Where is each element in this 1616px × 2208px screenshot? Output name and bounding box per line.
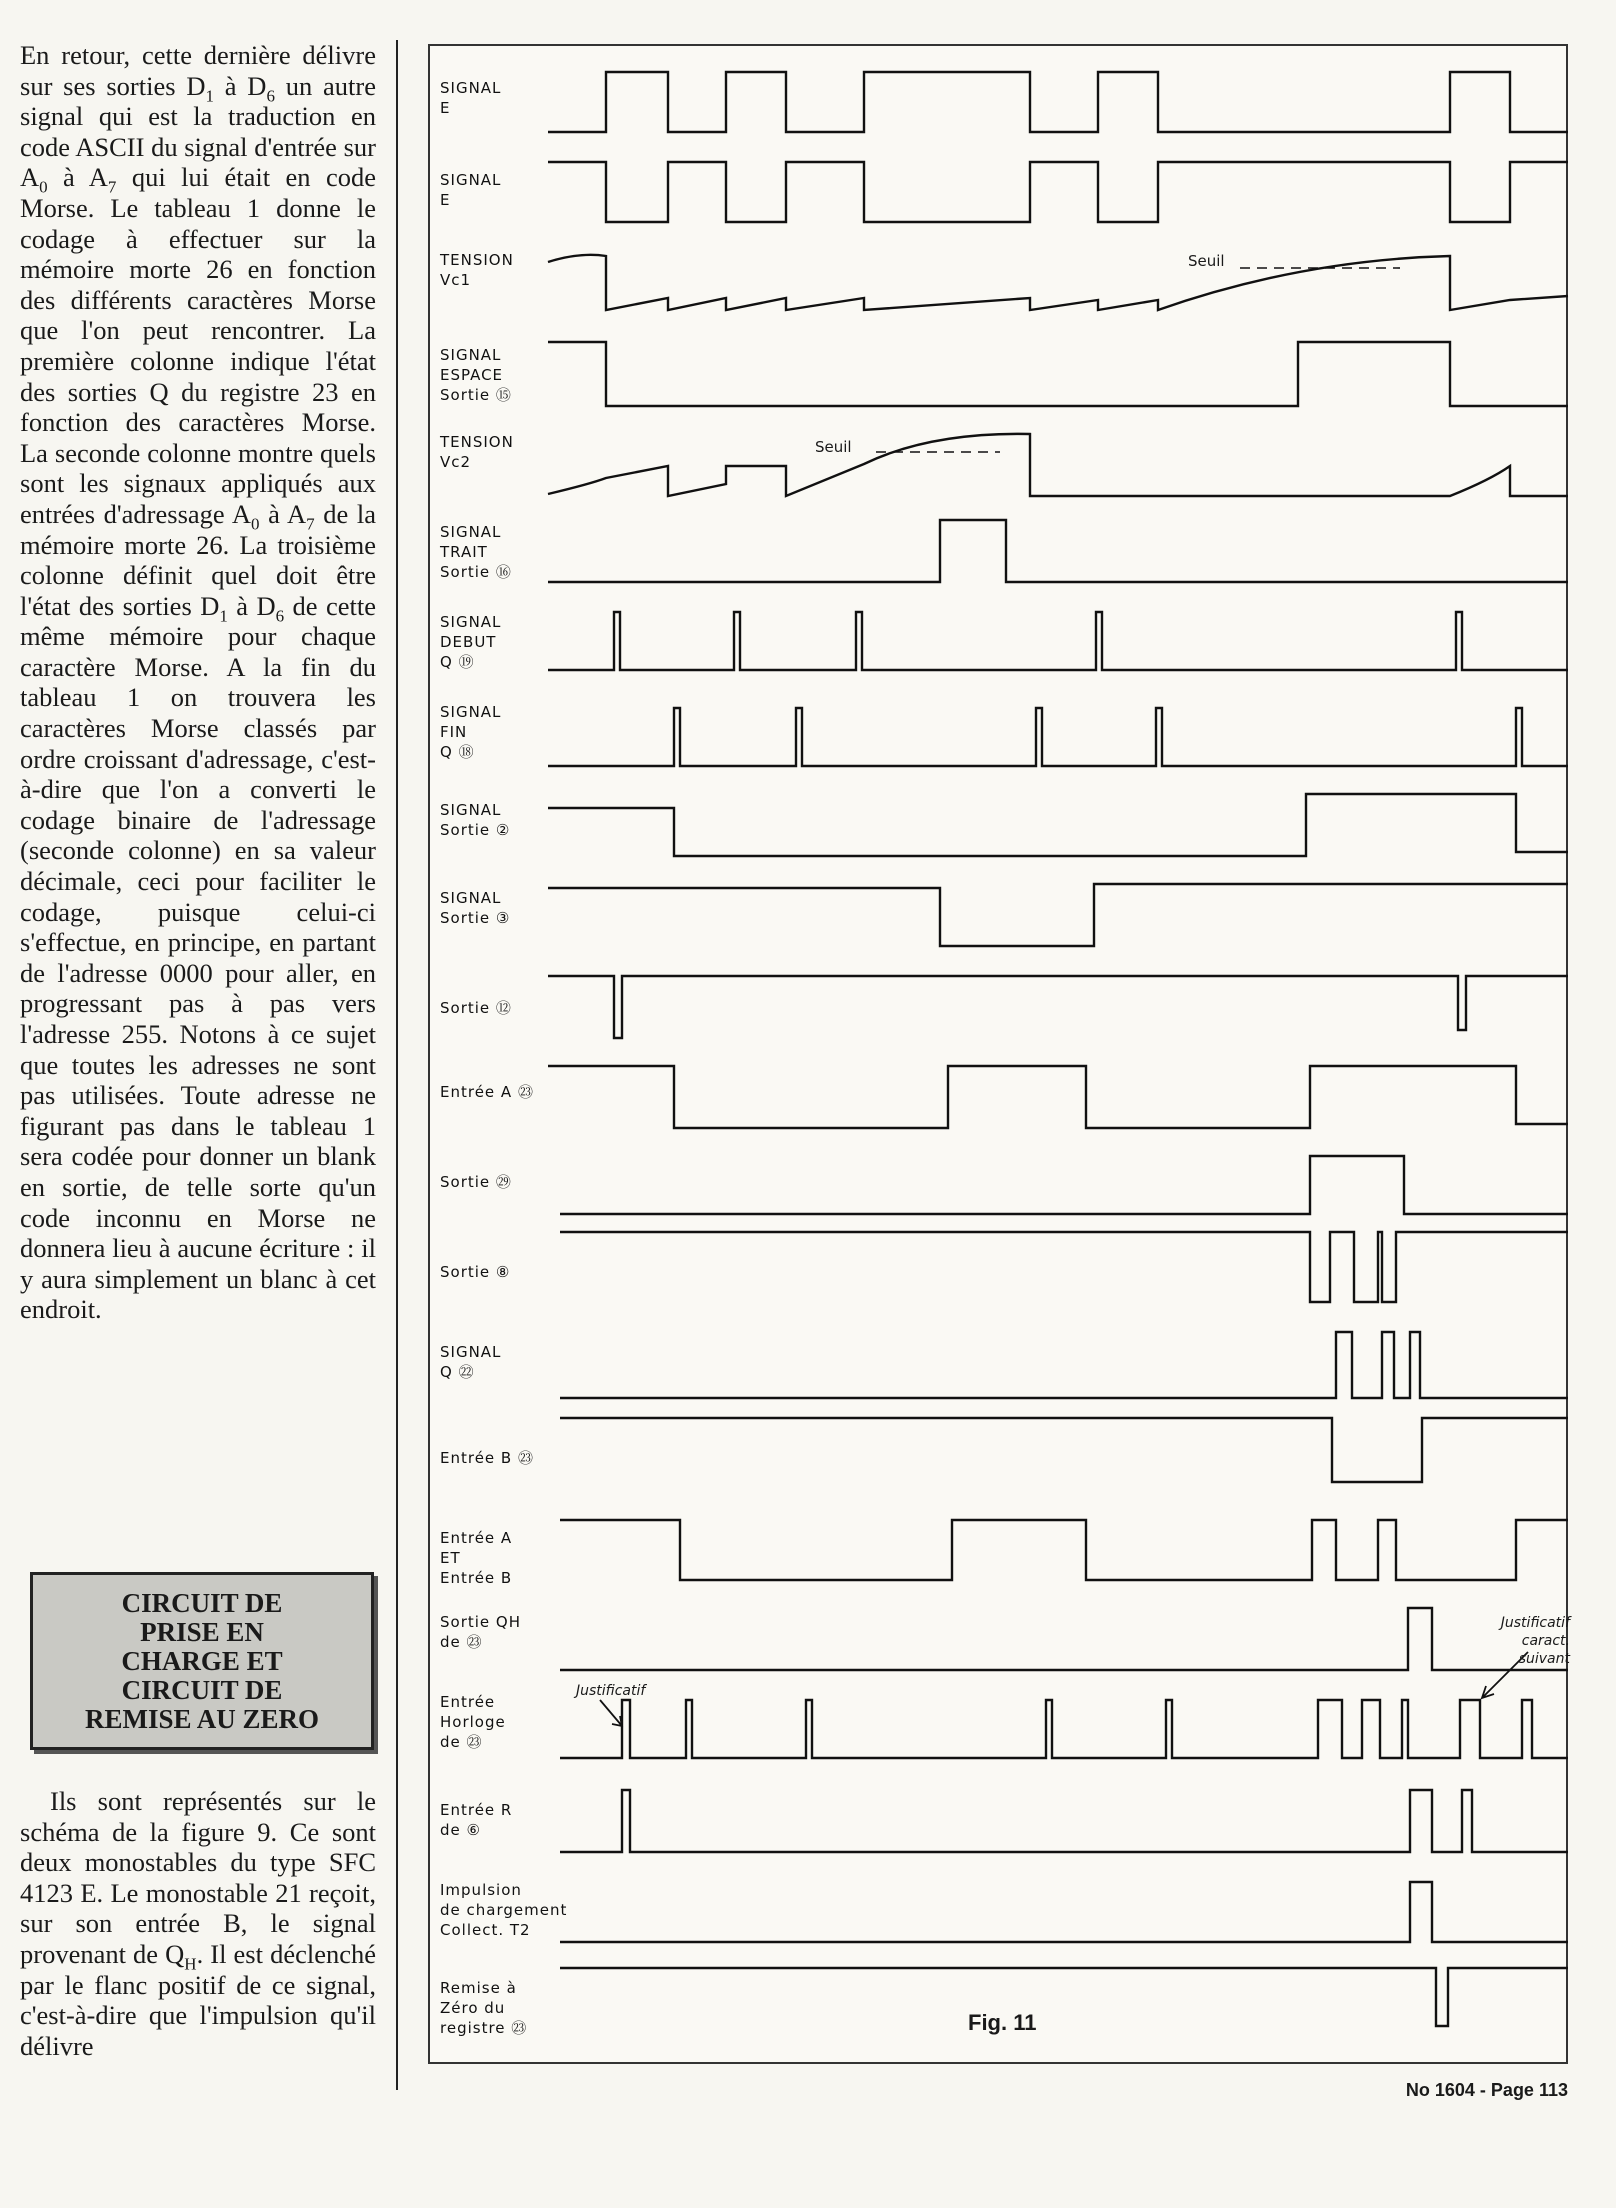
signal-label-line: Horloge (440, 1713, 506, 1731)
signal-label-line: SIGNAL (440, 889, 502, 907)
entree-a-wave (548, 1066, 1568, 1128)
signal-fin-wave (548, 708, 1568, 766)
signal-label (440, 78, 501, 118)
signal-label-line: Entrée (440, 1693, 496, 1711)
signal-label-line: E (440, 99, 451, 117)
sortie-12-wave (548, 976, 1568, 1038)
signal-label (440, 250, 514, 290)
entree-b-wave (560, 1418, 1568, 1482)
signal-label-line: SIGNAL (440, 171, 502, 189)
signal-label-line: SIGNAL (440, 801, 502, 819)
signal-label-line: Entrée A ㉓ (440, 1083, 534, 1101)
tension-vc1-wave (548, 255, 1568, 310)
paragraph-2: Ils sont représentés sur le schéma de la figure 9. Ce sont deux monostables du type SFC 4123 E. Le monostable 21 reçoit, sur son entrée B, le signal provenant de $Q_H$. Il est déclenché par le flanc positif de ce signal, c'est-à-dire que l'impulsion qu'il délivre (20, 1786, 376, 2061)
justificatif-label: Justificatif (576, 1683, 646, 1699)
signal-label-line: SIGNAL (440, 79, 502, 97)
signal-label-line: Sortie ⑯ (440, 563, 512, 581)
signal-label-line: Sortie ⑮ (440, 386, 512, 404)
heading-line: CIRCUIT DE (121, 1674, 283, 1705)
signal-label-line: Sortie ㉙ (440, 1173, 512, 1191)
signal-label (440, 1528, 512, 1588)
signal-label-line: de chargement (440, 1901, 568, 1919)
signal-label-line: de ⑥ (440, 1821, 481, 1839)
remise-zero-wave (560, 1968, 1568, 2026)
signal-label-line: TRAIT (440, 543, 488, 561)
heading-line: CIRCUIT DE (121, 1587, 283, 1618)
signal-label-line: Sortie ② (440, 821, 511, 839)
signal-label (440, 702, 501, 762)
signal-label (440, 345, 512, 405)
signal-label-line: ET (440, 1549, 461, 1567)
signal-sortie-3-wave (548, 884, 1568, 946)
figure-caption: Fig. 11 (968, 2010, 1037, 2035)
sortie-qh-wave (560, 1608, 1568, 1670)
signal-label (440, 800, 510, 840)
signal-label-line: Vc2 (440, 453, 472, 471)
signal-label-line: SIGNAL (440, 346, 502, 364)
signal-label-line: SIGNAL (440, 703, 502, 721)
signal-e-bar-wave (548, 162, 1568, 222)
signal-q22-wave (560, 1332, 1568, 1398)
signal-label-line: SIGNAL (440, 523, 502, 541)
signal-label-line: Entrée R (440, 1801, 513, 1819)
signal-label-line: Entrée B ㉓ (440, 1449, 534, 1467)
entree-r-wave (560, 1790, 1568, 1852)
signal-label-line: Collect. T2 (440, 1921, 531, 1939)
justificatif-arrow (600, 1700, 622, 1726)
signal-label (440, 432, 514, 472)
impulsion-chargement-wave (560, 1882, 1568, 1942)
sortie-29-wave (560, 1156, 1568, 1214)
signal-label-line: registre ㉓ (440, 2019, 528, 2037)
signal-label (440, 1612, 521, 1652)
signal-label-line: TENSION (440, 251, 514, 269)
signal-label (440, 1692, 506, 1752)
signal-espace-wave (548, 342, 1568, 406)
signal-label-line: Sortie ③ (440, 909, 511, 927)
signal-label-line: de ㉓ (440, 1633, 483, 1651)
signal-label (440, 1342, 501, 1382)
signal-label (440, 1082, 534, 1102)
signal-debut-wave (548, 612, 1568, 670)
signal-label-line: SIGNAL (440, 613, 502, 631)
signal-e-wave (548, 72, 1568, 132)
signal-label (440, 612, 501, 672)
signal-label (440, 1978, 527, 2038)
signal-label-line: FIN (440, 723, 468, 741)
signal-label-line: Q ⑲ (440, 653, 475, 671)
signal-label-line: Vc1 (440, 271, 472, 289)
heading-line: CHARGE ET (121, 1645, 283, 1676)
threshold-label-2: Seuil (815, 438, 852, 456)
signal-label-line: de ㉓ (440, 1733, 483, 1751)
signal-label-line: Q ⑱ (440, 743, 475, 761)
signal-label-line: Remise à (440, 1979, 517, 1997)
signal-label-line: Q ㉒ (440, 1363, 475, 1381)
signal-label-line: Zéro du (440, 1999, 506, 2017)
justificatif-suivant-label: Justificatif caract. suivant (1500, 1615, 1570, 1667)
signal-label-line: Entrée B (440, 1569, 513, 1587)
signal-label (440, 522, 512, 582)
signal-label-line: DEBUT (440, 633, 497, 651)
signal-label (440, 1800, 512, 1840)
signal-label (440, 888, 510, 928)
sortie-8-wave (560, 1232, 1568, 1302)
signal-label-line: ESPACE (440, 366, 504, 384)
signal-label-line: TENSION (440, 433, 514, 451)
signal-label (440, 1448, 534, 1468)
signal-label-line: Sortie ⑫ (440, 999, 512, 1017)
signal-label (440, 1172, 512, 1192)
page-footer: No 1604 - Page 113 (1405, 2080, 1568, 2100)
heading-line: PRISE EN (140, 1616, 264, 1647)
threshold-label-1: Seuil (1188, 252, 1225, 270)
entree-a-b-wave (560, 1520, 1568, 1580)
entree-horloge-wave (560, 1700, 1568, 1758)
signal-label (440, 170, 501, 210)
paragraph-1: En retour, cette dernière délivre sur ses sorties $D_1$ à $D_6$ un autre signal qui est la traduction en code ASCII du signal d'entrée sur $A_0$ à $A_7$ qui lui était en code Morse. Le tableau 1 donne le codage à effectuer sur la mémoire morte 26 en fonction des différents caractères Morse que l'on peut rencontrer. La première colonne indique l'état des sorties Q du registre 23 en fonction des caractères Morse. La seconde colonne montre quels sont les signaux appliqués aux entrées d'adressage $A_0$ à $A_7$ de la mémoire morte 26. La troisième colonne définit quel doit être l'état des sorties $D_1$ à $D_6$ de cette même mémoire pour chaque caractère Morse. A la fin du tableau 1 on trouvera les caractères Morse classés par ordre croissant d'adressage, c'est-à-dire que l'on a converti le codage binaire de l'adressage (seconde colonne) en sa valeur décimale, ceci pour faciliter le codage, puisque celui-ci s'effectue, en principe, en partant de l'adresse 0000 pour aller, en progressant pas à pas vers l'adresse 255. Notons à ce sujet que toutes les adresses ne sont pas utilisées. Toute adresse ne figurant pas dans le tableau 1 sera codée pour donner un blank en sortie, de telle sorte qu'un code inconnu en Morse ne donnera lieu à aucune écriture : il y aura simplement un blanc à cet endroit. (20, 40, 377, 1325)
signal-sortie-2-wave (548, 794, 1568, 856)
heading-line: REMISE AU ZERO (84, 1703, 320, 1734)
signal-label-line: SIGNAL (440, 1343, 502, 1361)
signal-label-line: Entrée A (440, 1529, 513, 1547)
signal-label (440, 1880, 567, 1940)
signal-label (440, 998, 512, 1018)
signal-label-line: Impulsion (440, 1881, 522, 1899)
signal-label-line: Sortie ⑧ (440, 1263, 511, 1281)
tension-vc2-wave (548, 434, 1568, 496)
signal-trait-wave (548, 520, 1568, 582)
signal-label-line: Sortie QH (440, 1613, 521, 1631)
signal-label-line: E (440, 191, 451, 209)
signal-label (440, 1262, 510, 1282)
